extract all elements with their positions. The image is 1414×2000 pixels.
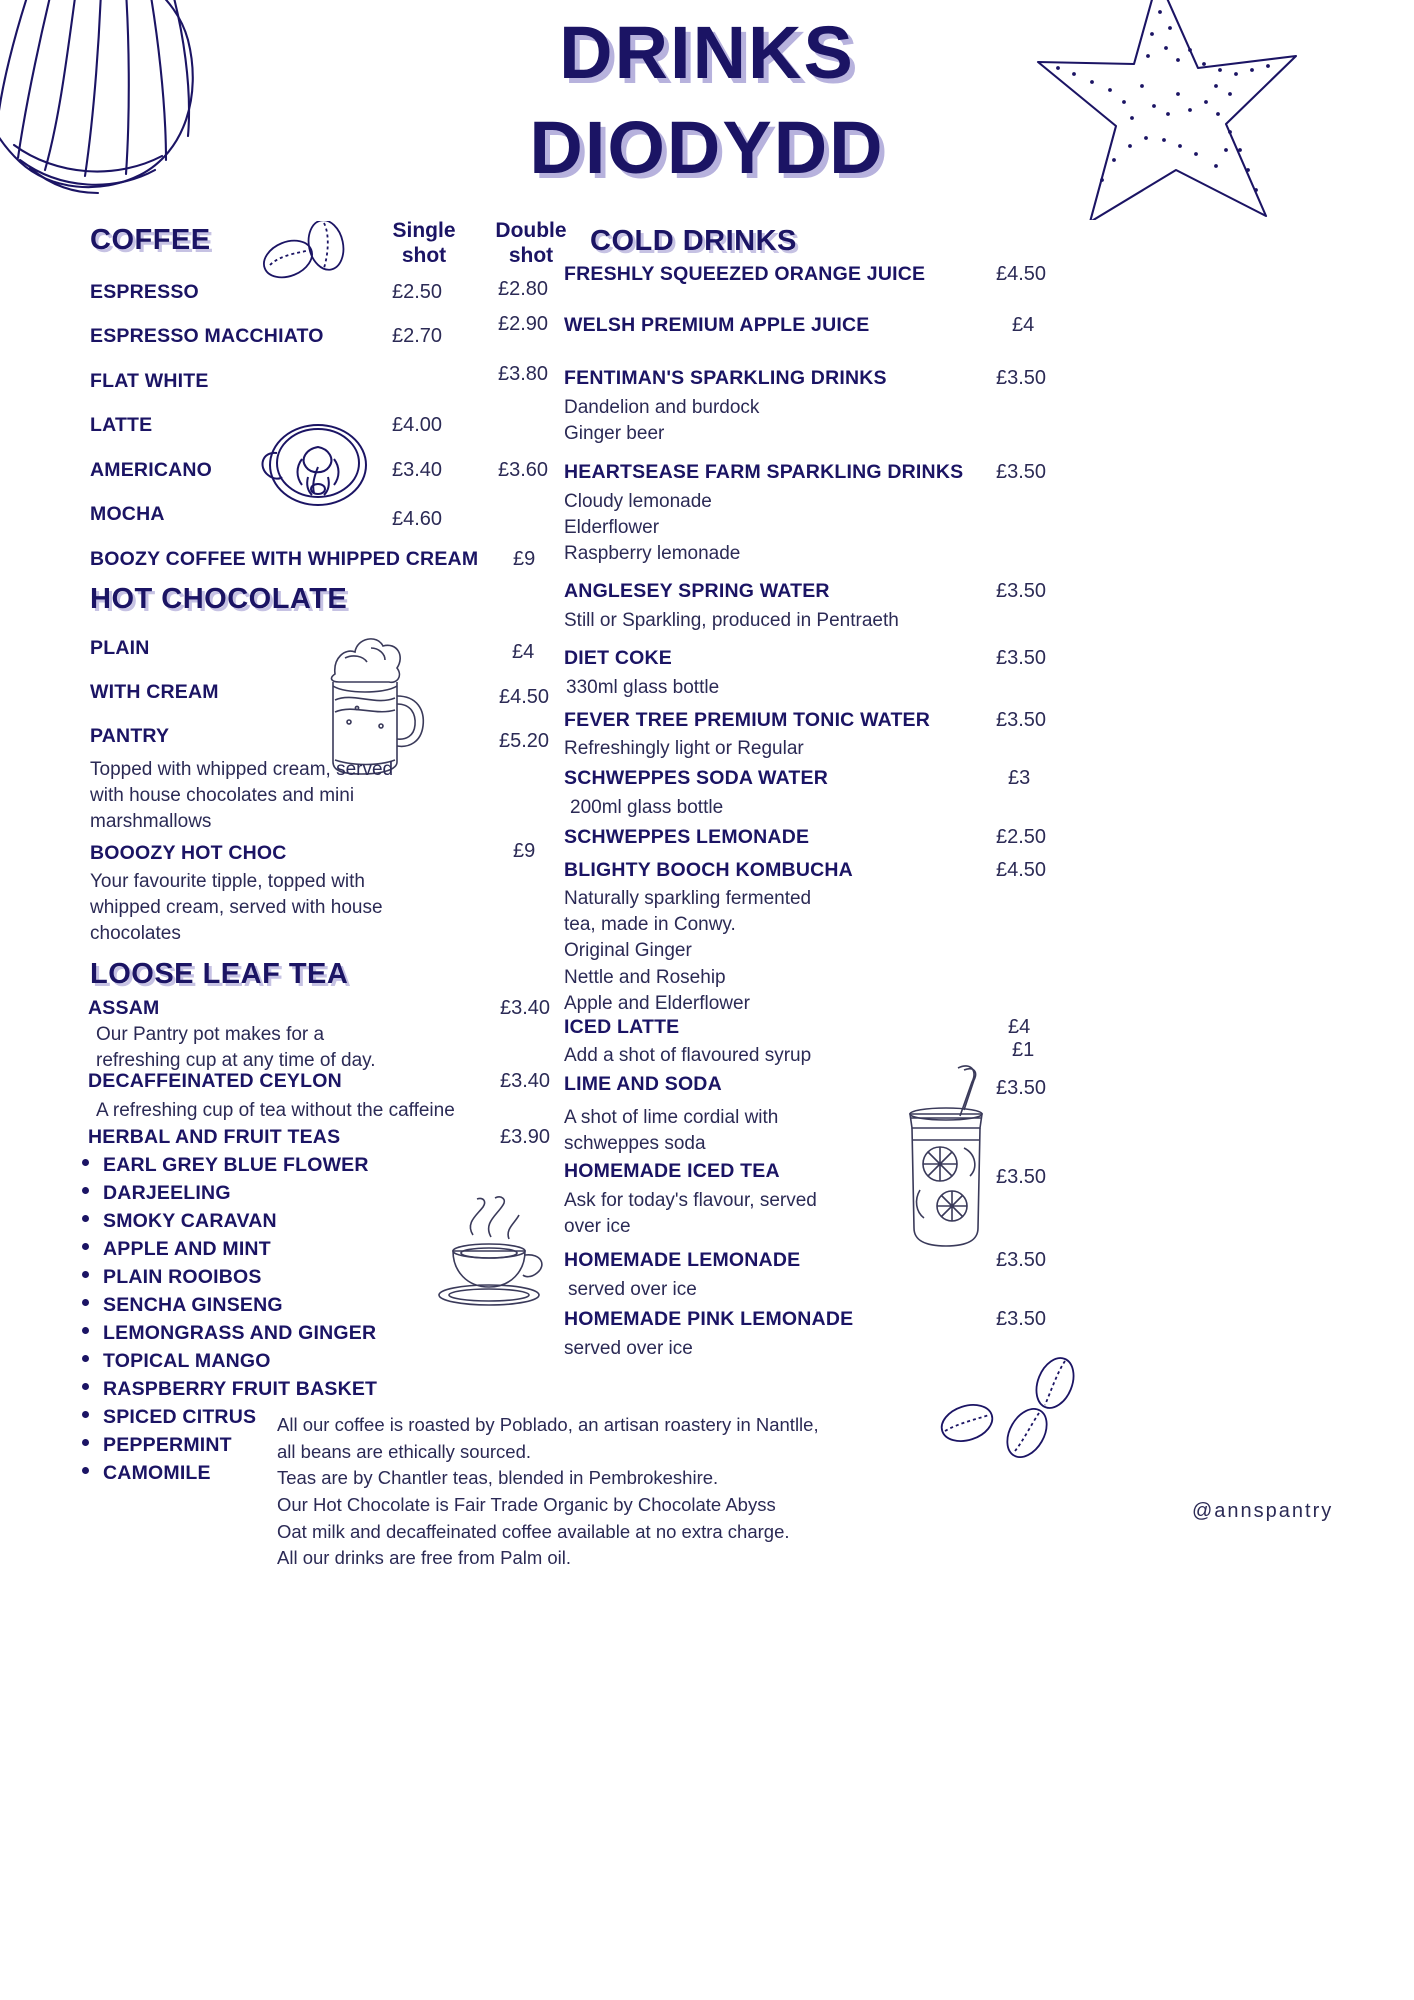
cold-drink-name: FRESHLY SQUEEZED ORANGE JUICE: [564, 263, 926, 285]
teacup-illustration: [425, 1195, 555, 1320]
list-item: [82, 1294, 283, 1317]
hot-chocolate-item-name: PANTRY: [90, 725, 170, 747]
coffee-item-name: ESPRESSO MACCHIATO: [90, 325, 324, 347]
cold-drink-price: £3.50: [996, 1308, 1047, 1330]
column-header-single-shot: [372, 219, 476, 269]
coffee-item-name: BOOZY COFFEE WITH WHIPPED CREAM: [90, 548, 479, 570]
column-header-double-shot: [478, 219, 584, 269]
herbal-tea-label: RASPBERRY FRUIT BASKET: [103, 1378, 378, 1400]
desc-line: over ice: [564, 1216, 631, 1238]
pantry-desc-line2: with house chocolates and mini: [90, 785, 355, 807]
list-item: [82, 1210, 277, 1233]
coffee-item-double-price: £2.80: [498, 278, 549, 300]
footer-line: All our coffee is roasted by Poblado, an artisan roastery in Nantlle,: [277, 1414, 819, 1435]
pantry-desc-line1: Topped with whipped cream, served: [90, 759, 394, 780]
coffee-item-name: AMERICANO: [90, 459, 213, 481]
bullet-icon: [82, 1187, 89, 1194]
herbal-tea-label: PLAIN ROOIBOS: [103, 1266, 262, 1288]
hot-chocolate-item-price: £4.50: [499, 686, 550, 708]
bullet-icon: [82, 1439, 89, 1446]
footer-line: All our drinks are free from Palm oil.: [277, 1547, 572, 1569]
bullet-icon: [82, 1467, 89, 1474]
boozy-desc-line3: chocolates: [90, 923, 181, 945]
section-heading-loose-leaf-tea: LOOSE LEAF TEA: [90, 958, 349, 990]
desc-line: tea, made in Conwy.: [564, 914, 736, 936]
desc-line: A shot of lime cordial with: [564, 1107, 779, 1128]
desc-line: Cloudy lemonade: [564, 491, 712, 512]
desc-line: Nettle and Rosehip: [564, 966, 726, 988]
desc-line: Refreshingly light or Regular: [564, 738, 804, 759]
herbal-tea-label: DARJEELING: [103, 1182, 231, 1204]
desc-line: 330ml glass bottle: [566, 677, 720, 698]
cold-drink-description: [570, 795, 723, 821]
cold-drink-description: [564, 489, 740, 568]
hot-chocolate-item-description: [90, 757, 430, 836]
bullet-icon: [82, 1215, 89, 1222]
list-item: [82, 1154, 369, 1177]
cold-drink-name: SCHWEPPES SODA WATER: [564, 767, 829, 789]
herbal-tea-label: PEPPERMINT: [103, 1434, 232, 1456]
cold-drink-price: £4: [1008, 1016, 1031, 1038]
cold-drink-price: £4.50: [996, 859, 1047, 881]
herbal-tea-label: EARL GREY BLUE FLOWER: [103, 1154, 369, 1176]
pantry-desc-line3: marshmallows: [90, 811, 212, 833]
coffee-item-single-price: £2.50: [392, 281, 443, 303]
cold-drink-name: LIME AND SODA: [564, 1073, 722, 1095]
list-item: [82, 1266, 262, 1289]
bullet-icon: [82, 1411, 89, 1418]
cold-drink-name: HOMEMADE PINK LEMONADE: [564, 1308, 854, 1330]
tea-item-name: ASSAM: [88, 997, 160, 1019]
hot-chocolate-item-description: [90, 869, 440, 948]
desc-line: Ginger beer: [564, 423, 665, 445]
section-heading-cold-drinks: COLD DRINKS: [590, 225, 797, 257]
coffee-beans-icon: [258, 221, 354, 283]
list-item: [82, 1350, 271, 1373]
cold-drink-name: ICED LATTE: [564, 1016, 680, 1038]
coffee-item-name: LATTE: [90, 414, 153, 436]
desc-line: Naturally sparkling fermented: [564, 888, 812, 909]
hot-chocolate-item-price: £5.20: [499, 730, 550, 752]
cold-drink-name: HOMEMADE ICED TEA: [564, 1160, 780, 1182]
bullet-icon: [82, 1383, 89, 1390]
double-shot-line2: shot: [508, 243, 554, 267]
list-item: [82, 1434, 232, 1457]
single-shot-line2: shot: [401, 243, 447, 267]
herbal-tea-label: TOPICAL MANGO: [103, 1350, 271, 1372]
bullet-icon: [82, 1327, 89, 1334]
assam-desc-line1: Our Pantry pot makes for a: [96, 1024, 325, 1045]
iced-latte-addon-price: £1: [1012, 1039, 1035, 1061]
cold-drink-price: £3.50: [996, 1077, 1047, 1099]
cold-drink-description: [564, 1336, 693, 1362]
section-heading-coffee: COFFEE: [90, 224, 211, 256]
coffee-item-double-price: £2.90: [498, 313, 549, 335]
boozy-desc-line2: whipped cream, served with house: [90, 897, 383, 919]
assam-desc-line2: refreshing cup at any time of day.: [96, 1050, 376, 1072]
cold-drink-name: BLIGHTY BOOCH KOMBUCHA: [564, 859, 853, 881]
cold-drink-price: £3.50: [996, 461, 1047, 483]
footer-notes: [277, 1412, 937, 1572]
cold-drink-name: ANGLESEY SPRING WATER: [564, 580, 830, 602]
bullet-icon: [82, 1355, 89, 1362]
cold-drink-name: WELSH PREMIUM APPLE JUICE: [564, 314, 870, 336]
cold-drink-description: [564, 1188, 817, 1240]
desc-line: Original Ginger: [564, 940, 692, 962]
desc-line: Still or Sparkling, produced in Pentraeth: [564, 610, 899, 631]
cold-drink-price: £3.50: [996, 709, 1047, 731]
desc-line: Ask for today's flavour, served: [564, 1190, 817, 1211]
cold-drink-price: £3.50: [996, 1166, 1047, 1188]
footer-line: all beans are ethically sourced.: [277, 1440, 532, 1462]
cold-drink-price: £3.50: [996, 367, 1047, 389]
bullet-icon: [82, 1299, 89, 1306]
page-title-english: DRINKS: [559, 11, 855, 94]
cold-drink-price: £3.50: [996, 580, 1047, 602]
page-title-welsh: DIODYDD: [529, 105, 885, 189]
desc-line: Apple and Elderflower: [564, 992, 750, 1014]
cold-drink-price: £3: [1008, 767, 1031, 789]
cold-drink-description: [564, 608, 899, 634]
cold-drink-description: [564, 736, 804, 762]
tea-item-description: A refreshing cup of tea without the caffeine: [96, 1100, 455, 1121]
coffee-item-name: ESPRESSO: [90, 281, 199, 303]
coffee-item-name: MOCHA: [90, 503, 165, 525]
instagram-handle: @annspantry: [1192, 1500, 1334, 1522]
desc-line: Raspberry lemonade: [564, 543, 741, 565]
cold-drink-name: FEVER TREE PREMIUM TONIC WATER: [564, 709, 931, 731]
tea-item-price: £3.40: [500, 997, 551, 1019]
hot-chocolate-item-price: £4: [512, 641, 535, 663]
list-item: [82, 1462, 211, 1485]
tea-item-name: HERBAL AND FRUIT TEAS: [88, 1126, 341, 1148]
herbal-tea-label: SENCHA GINSENG: [103, 1294, 283, 1316]
coffee-beans-icon: [915, 1355, 1090, 1470]
list-item: [82, 1238, 271, 1261]
bullet-icon: [82, 1271, 89, 1278]
list-item: [82, 1322, 376, 1345]
hot-chocolate-item-price: £9: [513, 840, 536, 862]
bullet-icon: [82, 1159, 89, 1166]
desc-line: Elderflower: [564, 517, 660, 539]
coffee-item-single-price: £4.00: [392, 414, 443, 436]
coffee-item-single-price: £3.40: [392, 459, 443, 481]
tea-item-description: [96, 1022, 456, 1074]
herbal-tea-label: SMOKY CARAVAN: [103, 1210, 277, 1232]
cold-drink-price: £3.50: [996, 647, 1047, 669]
bullet-icon: [82, 1243, 89, 1250]
herbal-tea-label: LEMONGRASS AND GINGER: [103, 1322, 377, 1344]
coffee-item-name: FLAT WHITE: [90, 370, 209, 392]
herbal-tea-label: CAMOMILE: [103, 1462, 211, 1484]
hot-chocolate-item-name: WITH CREAM: [90, 681, 219, 703]
page-title: [0, 6, 1414, 195]
coffee-item-single-price: £2.70: [392, 325, 443, 347]
latte-cup-illustration: [256, 415, 376, 515]
cold-drink-name: SCHWEPPES LEMONADE: [564, 826, 810, 848]
desc-line: served over ice: [568, 1279, 697, 1300]
tea-item-price: £3.90: [500, 1126, 551, 1148]
cold-drink-name: HEARTSEASE FARM SPARKLING DRINKS: [564, 461, 964, 483]
cold-drink-price: £4: [1012, 314, 1035, 336]
desc-line: 200ml glass bottle: [570, 797, 724, 818]
herbal-tea-label: APPLE AND MINT: [103, 1238, 271, 1260]
mason-jar-illustration: [880, 1060, 1010, 1260]
tea-item-price: £3.40: [500, 1070, 551, 1092]
hot-chocolate-item-name: BOOOZY HOT CHOC: [90, 842, 287, 864]
cold-drink-name: HOMEMADE LEMONADE: [564, 1249, 801, 1271]
desc-line: Dandelion and burdock: [564, 397, 760, 418]
herbal-tea-label: SPICED CITRUS: [103, 1406, 257, 1428]
boozy-desc-line1: Your favourite tipple, topped with: [90, 871, 365, 892]
list-item: [82, 1406, 256, 1429]
list-item: [82, 1182, 231, 1205]
footer-line: Our Hot Chocolate is Fair Trade Organic by Chocolate Abyss: [277, 1493, 776, 1515]
cold-drink-name: DIET COKE: [564, 647, 672, 669]
double-shot-line1: Double: [495, 219, 567, 242]
coffee-item-double-price: £9: [513, 548, 536, 570]
section-heading-hot-chocolate: HOT CHOCOLATE: [90, 583, 348, 615]
cold-drink-description: [564, 886, 811, 1017]
iced-latte-addon-label: Add a shot of flavoured syrup: [564, 1045, 812, 1066]
cold-drink-price: £3.50: [996, 1249, 1047, 1271]
cold-drink-name: FENTIMAN'S SPARKLING DRINKS: [564, 367, 887, 389]
footer-line: Oat milk and decaffeinated coffee available at no extra charge.: [277, 1520, 790, 1542]
coffee-item-single-price: £4.60: [392, 508, 443, 530]
tea-item-name: DECAFFEINATED CEYLON: [88, 1070, 342, 1092]
desc-line: served over ice: [564, 1338, 693, 1359]
coffee-item-double-price: £3.80: [498, 363, 549, 385]
desc-line: schweppes soda: [564, 1133, 706, 1155]
cold-drink-description: [568, 1277, 697, 1303]
cold-drink-price: £4.50: [996, 263, 1047, 285]
hot-chocolate-item-name: PLAIN: [90, 637, 150, 659]
cold-drink-description: [564, 395, 759, 447]
footer-line: Teas are by Chantler teas, blended in Pembrokeshire.: [277, 1467, 719, 1489]
list-item: [82, 1378, 377, 1401]
coffee-item-double-price: £3.60: [498, 459, 549, 481]
cold-drink-price: £2.50: [996, 826, 1047, 848]
cold-drink-description: [566, 675, 719, 701]
single-shot-line1: Single: [392, 219, 456, 242]
cold-drink-description: [564, 1105, 778, 1157]
